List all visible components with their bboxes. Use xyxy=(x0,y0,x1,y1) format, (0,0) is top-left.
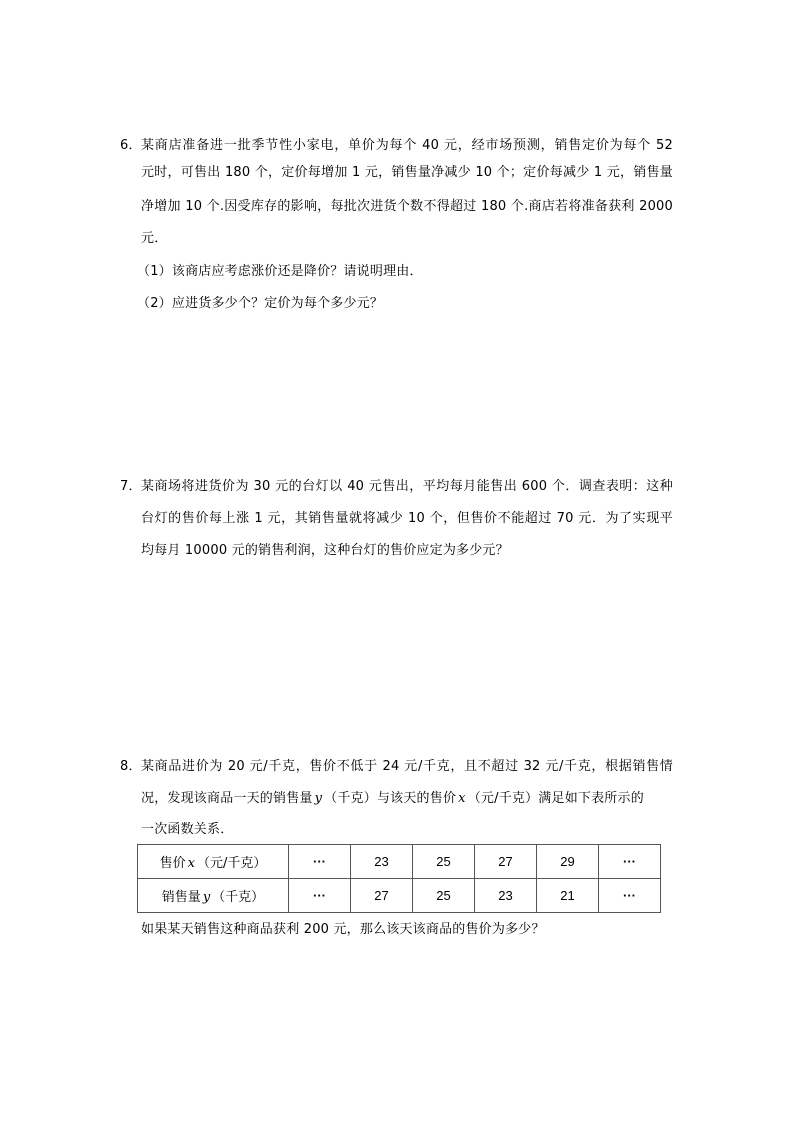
problem-6-line-4: 元． xyxy=(141,231,168,246)
problem-8-line-2-part-c: （元/千克）满足如下表所示的 xyxy=(467,791,644,806)
table-cell-quantity: 21 xyxy=(537,879,599,913)
table-row-price xyxy=(138,845,661,879)
price-variable: x xyxy=(187,856,195,871)
quantity-label: 销售量 xyxy=(161,890,201,905)
table-header-price xyxy=(138,845,289,879)
table-cell-quantity: 23 xyxy=(475,879,537,913)
table-cell-price: 29 xyxy=(537,845,599,879)
problem-6-line-1: 某商店准备进一批季节性小家电，单价为每个 40 元，经市场预测，销售定价为每个 52 xyxy=(141,138,673,153)
problem-8-line-2 xyxy=(141,789,644,809)
problem-8-question: 如果某天销售这种商品获利 200 元，那么该天该商品的售价为多少？ xyxy=(141,922,545,937)
price-unit: （元/千克） xyxy=(196,856,267,871)
table-cell-ellipsis: ··· xyxy=(599,845,661,879)
quantity-unit: （千克） xyxy=(212,890,265,905)
table-header-quantity xyxy=(138,879,289,913)
price-quantity-table xyxy=(137,844,661,913)
table-cell-quantity: 27 xyxy=(351,879,413,913)
problem-8-line-2-part-b: （千克）与该天的售价 xyxy=(324,791,457,806)
table-row-quantity xyxy=(138,879,661,913)
table-cell-ellipsis: ··· xyxy=(289,879,351,913)
problem-6-subquestion-2: （2）应进货多少个？定价为每个多少元？ xyxy=(137,296,384,311)
variable-x: x xyxy=(458,791,466,806)
table-cell-price: 27 xyxy=(475,845,537,879)
quantity-variable: y xyxy=(202,890,211,905)
problem-7-line-1: 某商场将进货价为 30 元的台灯以 40 元售出，平均每月能售出 600 个．调查表明：这种 xyxy=(141,479,673,494)
problem-8-line-1: 某商品进价为 20 元/千克，售价不低于 24 元/千克，且不超过 32 元/千克，根据销售情 xyxy=(141,759,673,774)
table-cell-ellipsis: ··· xyxy=(599,879,661,913)
problem-8-line-3: 一次函数关系． xyxy=(141,822,234,837)
variable-y: y xyxy=(314,791,323,806)
problem-6-line-3: 净增加 10 个.因受库存的影响，每批次进货个数不得超过 180 个.商店若将准备获利 2000 xyxy=(141,199,673,214)
table-cell-quantity: 25 xyxy=(413,879,475,913)
problem-6-number: 6． xyxy=(120,138,142,153)
table-cell-ellipsis: ··· xyxy=(289,845,351,879)
table-cell-price: 23 xyxy=(351,845,413,879)
problem-6-subquestion-1: （1）该商店应考虑涨价还是降价？请说明理由． xyxy=(137,264,423,279)
problem-7-number: 7． xyxy=(120,479,142,494)
problem-7-line-3: 均每月 10000 元的销售利润，这种台灯的售价应定为多少元？ xyxy=(141,543,509,558)
price-label: 售价 xyxy=(159,856,186,871)
problem-8-line-2-part-a: 况，发现该商品一天的销售量 xyxy=(141,791,313,806)
problem-7-line-2: 台灯的售价每上涨 1 元，其销售量就将减少 10 个，但售价不能超过 70 元．为了实现平 xyxy=(141,511,673,526)
table-cell-price: 25 xyxy=(413,845,475,879)
problem-8-number: 8． xyxy=(120,759,142,774)
problem-6-line-2: 元时，可售出 180 个，定价每增加 1 元，销售量净减少 10 个；定价每减少 1 元，销售量 xyxy=(141,165,673,180)
